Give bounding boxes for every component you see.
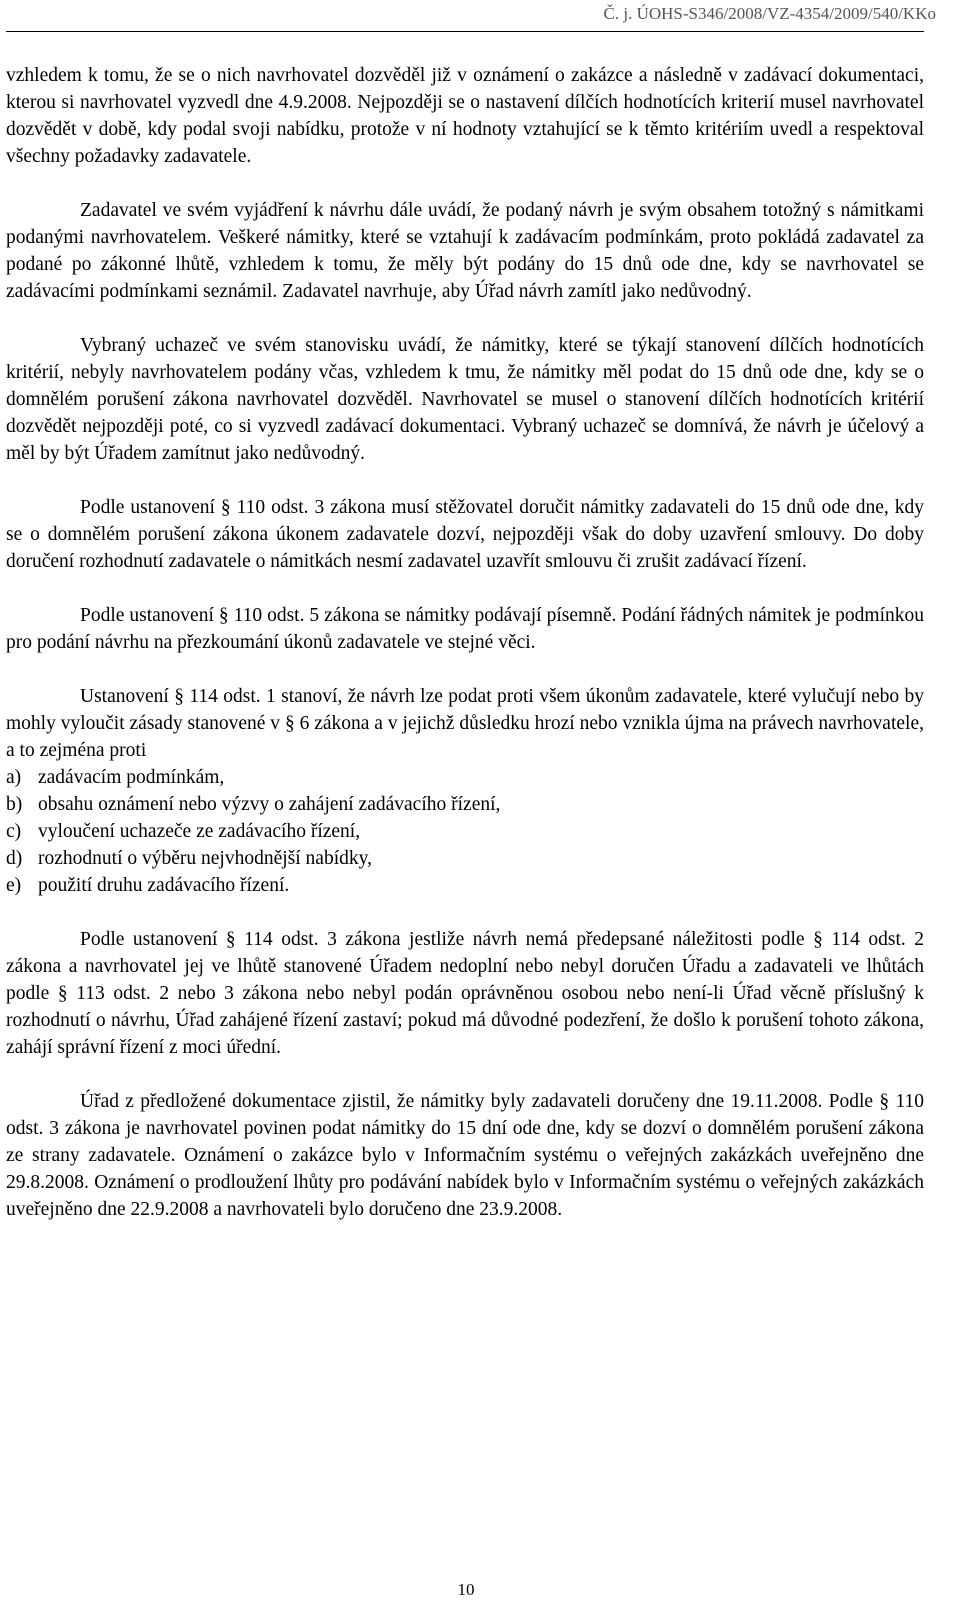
list-item	[6, 872, 924, 899]
paragraph-2: Zadavatel ve svém vyjádření k návrhu dále uvádí, že podaný návrh je svým obsahem totožný s námitkami podanými navrhovatelem. Veškeré námitky, které se vztahují k zadávacím podmínkám, proto pokládá zadavatel za podané po zákonné lhůtě, vzhledem k tomu, že měly být podány do 15 dnů ode dne, kdy se navrhovatel se zadávacími podmínkami seznámil. Zadavatel navrhuje, aby Úřad návrh zamítl jako nedůvodný.	[6, 200, 924, 302]
list-item	[6, 764, 924, 791]
paragraph-5: Podle ustanovení § 110 odst. 5 zákona se námitky podávají písemně. Podání řádných námitek je podmínkou pro podání návrhu na přezkoumání úkonů zadavatele ve stejné věci.	[6, 605, 924, 653]
document-reference: Č. j. ÚOHS-S346/2008/VZ-4354/2009/540/KKo	[603, 4, 936, 23]
list-marker: d)	[6, 848, 23, 869]
list-item-text: zadávacím podmínkám,	[38, 767, 225, 788]
list-marker: e)	[6, 875, 22, 896]
paragraph-3: Vybraný uchazeč ve svém stanovisku uvádí, že námitky, které se týkají stanovení dílčích hodnotících kritérií, nebyly navrhovatelem podány včas, vzhledem k tmu, že námitky měl podat do 15 dnů ode dne, kdy se o domnělém porušení zákona navrhovatel dozvěděl. Navrhovatel se musel o stanovení dílčích hodnotících kritérií dozvědět nejpozději poté, co si vyzvedl zadávací dokumentaci. Vybraný uchazeč se domnívá, že návrh je účelový a měl by být Úřadem zamítnut jako nedůvodný.	[6, 335, 924, 464]
header-rule	[6, 31, 924, 32]
list-marker: b)	[6, 794, 23, 815]
document-body	[6, 62, 924, 1250]
objection-list	[6, 764, 924, 899]
list-marker: a)	[6, 767, 22, 788]
list-item	[6, 791, 924, 818]
page-number: 10	[457, 1580, 475, 1599]
list-item-text: použití druhu zadávacího řízení.	[38, 875, 290, 896]
paragraph-8: Úřad z předložené dokumentace zjistil, že námitky byly zadavateli doručeny dne 19.11.2008. Podle § 110 odst. 3 zákona je navrhovatel povinen podat námitky do 15 dní ode dne, kdy se dozví o domnělém porušení zákona ze strany zadavatele. Oznámení o zakázce bylo v Informačním systému o veřejných zakázkách uveřejněno dne 29.8.2008. Oznámení o prodloužení lhůty pro podávání nabídek bylo v Informačním systému o veřejných zakázkách uveřejněno dne 22.9.2008 a navrhovateli bylo doručeno dne 23.9.2008.	[6, 1091, 924, 1220]
paragraph-4: Podle ustanovení § 110 odst. 3 zákona musí stěžovatel doručit námitky zadavateli do 15 dnů ode dne, kdy se o domnělém porušení zákona úkonem zadavatele dozví, nejpozději však do doby uzavření smlouvy. Do doby doručení rozhodnutí zadavatele o námitkách nesmí zadavatel uzavřít smlouvu či zrušit zadávací řízení.	[6, 497, 924, 572]
paragraph-6: Ustanovení § 114 odst. 1 stanoví, že návrh lze podat proti všem úkonům zadavatele, které vylučují nebo by mohly vyloučit zásady stanovené v § 6 zákona a v jejichž důsledku hrozí nebo vznikla újma na právech navrhovatele, a to zejména proti	[6, 686, 924, 761]
paragraph-7: Podle ustanovení § 114 odst. 3 zákona jestliže návrh nemá předepsané náležitosti podle § 114 odst. 2 zákona a navrhovatel jej ve lhůtě stanovené Úřadem nedoplní nebo nebyl doručen Úřadu a zadavateli ve lhůtách podle § 113 odst. 2 nebo 3 zákona nebo nebyl podán oprávněnou osobou nebo není-li Úřad věcně příslušný k rozhodnutí o návrhu, Úřad zahájené řízení zastaví; pokud má důvodné podezření, že došlo k porušení tohoto zákona, zahájí správní řízení z moci úřední.	[6, 929, 924, 1058]
paragraph-1: vzhledem k tomu, že se o nich navrhovatel dozvěděl již v oznámení o zakázce a následně v zadávací dokumentaci, kterou si navrhovatel vyzvedl dne 4.9.2008. Nejpozději se o nastavení dílčích hodnotících kriterií musel navrhovatel dozvědět v době, kdy podal svoji nabídku, protože v ní hodnoty vztahující se k těmto kritériím uvedl a respektoval všechny požadavky zadavatele.	[6, 65, 924, 167]
list-item	[6, 818, 924, 845]
list-item-text: obsahu oznámení nebo výzvy o zahájení zadávacího řízení,	[38, 794, 501, 815]
list-item-text: rozhodnutí o výběru nejvhodnější nabídky,	[38, 848, 372, 869]
list-marker: c)	[6, 821, 22, 842]
list-item-text: vyloučení uchazeče ze zadávacího řízení,	[38, 821, 361, 842]
list-item	[6, 845, 924, 872]
